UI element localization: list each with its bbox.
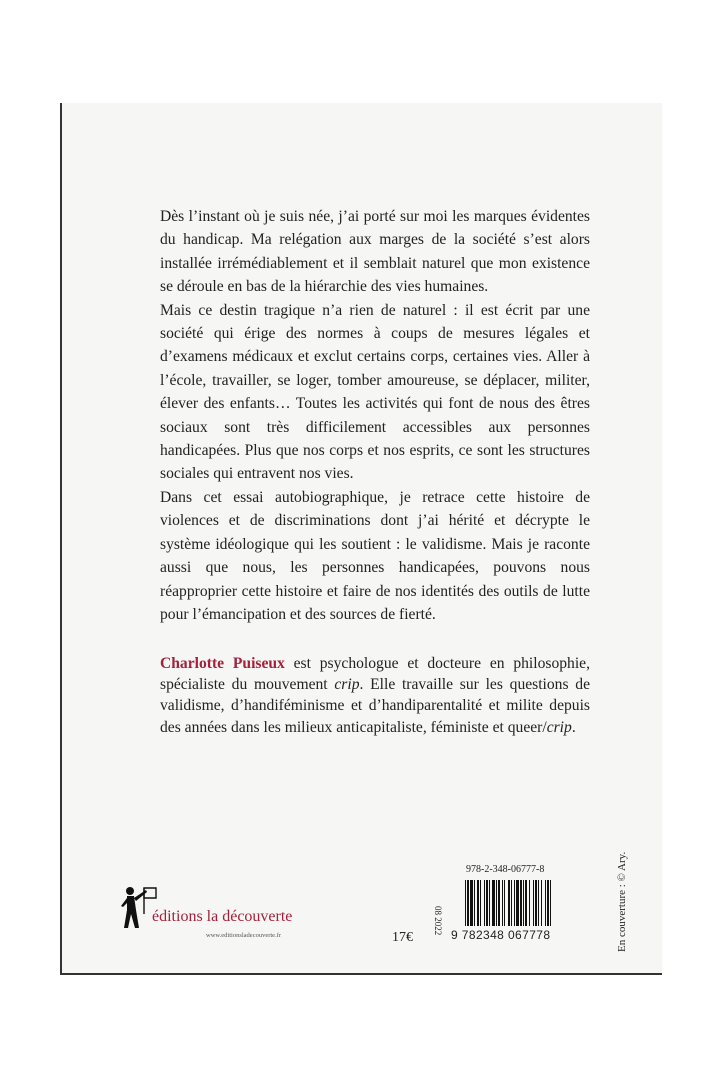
isbn: 978-2-348-06777-8 (466, 864, 545, 875)
blurb-paragraph-2: Mais ce destin tragique n’a rien de naturel : il est écrit par une société qui érige des normes à coups de mesures légales et d’examens médicaux et exclut certains corps, certaines vies. Aller à l’école, travailler, se loger, tomber amoureuse, se déplacer, militer, élever des enfants… Toutes les activités qui font de nous des êtres sociaux sont très difficilement accessibles aux personnes handicapées. Plus que nos corps et nos esprits, ce sont les structures sociales qui entravent nos vies. (160, 301, 590, 483)
price: 17€ (392, 930, 413, 945)
author-name: Charlotte Puiseux (160, 655, 285, 672)
blurb-paragraph-3: Dans cet essai autobiographique, je retrace cette histoire de violences et de discriminations dont j’ai hérité et décrypte le système idéologique qui les soutient : le validisme. Mais je raconte aussi que nous, les personnes handicapées, pouvons nous réapproprier cette histoire et faire de nos identités des outils de lutte pour l’émancipation et des sources de fierté. (160, 488, 590, 623)
barcode (464, 880, 588, 926)
publisher-url: www.editionsladecouverte.fr (206, 932, 282, 939)
bio-text-2: . Elle travaille sur les questions de validisme, d’handiféminisme et d’handiparentalité et milite depuis des années dans les milieux anticapitaliste, féministe et queer/ (160, 676, 591, 736)
bio-text-1: est psychologue et docteure en philosophie, spécialiste du mouvement (160, 655, 590, 694)
cover-credit: En couverture : © Ary. (616, 851, 628, 952)
bio-text-3: . (571, 718, 576, 736)
blurb-paragraph-1: Dès l’instant où je suis née, j’ai porté sur moi les marques évidentes du handicap. Ma relégation aux marges de la société s’est alors installée irrémédiablement et il semblait naturel que mon existence se déroule en bas de la hiérarchie des vies humaines. (160, 208, 590, 296)
bio-crip-2: crip (546, 718, 572, 736)
print-date: 08 2022 (433, 906, 443, 936)
author-bio (160, 653, 590, 738)
bio-crip-1: crip (334, 676, 360, 694)
blurb (160, 205, 590, 626)
barcode-digits: 9 782348 067778 (451, 928, 551, 942)
publisher-name: éditions la découverte (152, 908, 293, 925)
